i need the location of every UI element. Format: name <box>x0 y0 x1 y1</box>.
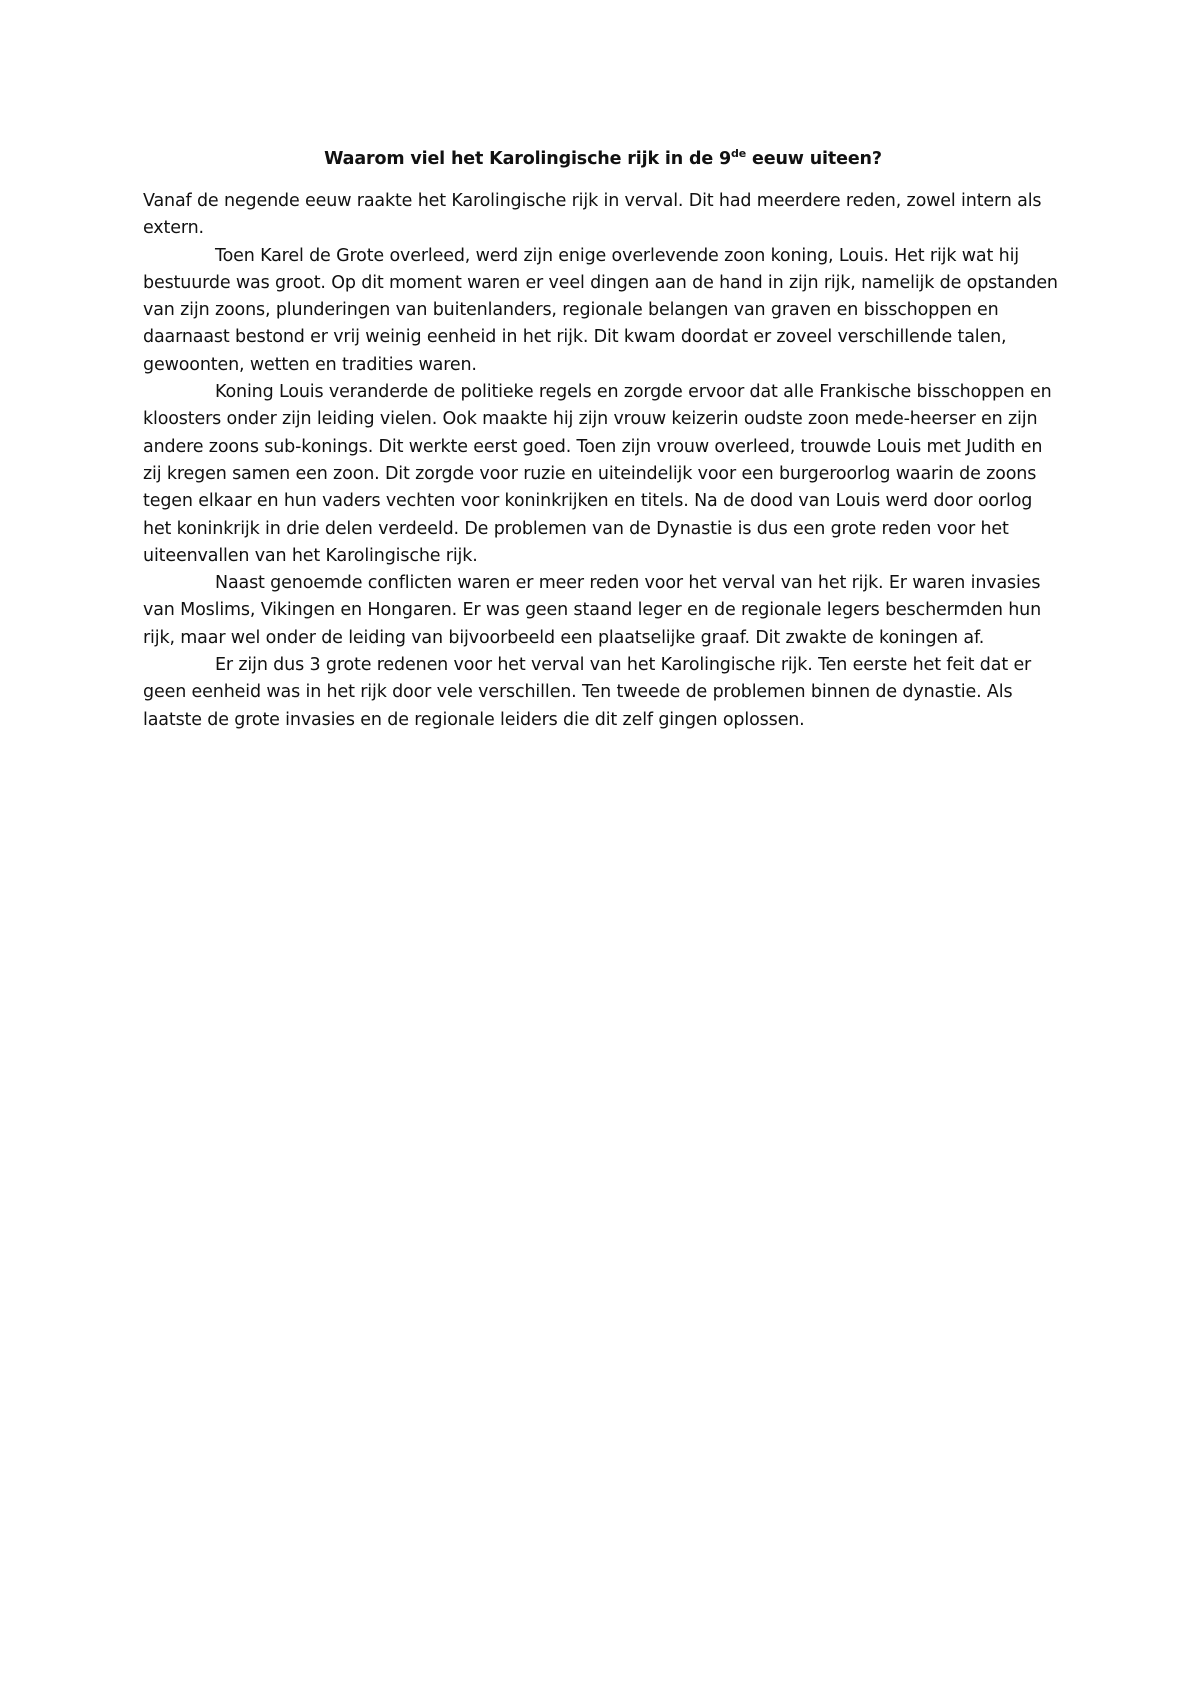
document-title <box>143 146 1063 173</box>
title-superscript: de <box>731 147 747 160</box>
paragraph-karel-louis: Toen Karel de Grote overleed, werd zijn enige overlevende zoon koning, Louis. Het rijk wat hij bestuurde was groot. Op dit moment waren er veel dingen aan de hand in zijn rijk, namelijk de opstanden van zijn zoons, plunderingen van buitenlanders, regionale belangen van graven en bisschoppen en daarnaast bestond er vrij weinig eenheid in het rijk. Dit kwam doordat er zoveel verschillende talen, gewoonten, wetten en tradities waren. <box>143 245 1058 375</box>
document-body <box>143 146 1063 734</box>
title-main-text: Waarom viel het Karolingische rijk in de 9 <box>324 149 732 169</box>
paragraph-invasies: Naast genoemde conflicten waren er meer reden voor het verval van het rijk. Er waren invasies van Moslims, Vikingen en Hongaren. Er was geen staand leger en de regionale legers beschermden hun rijk, maar wel onder de leiding van bijvoorbeeld een plaatselijke graaf. Dit zwakte de koningen af. <box>143 573 1042 648</box>
paragraph-conclusie: Er zijn dus 3 grote redenen voor het verval van het Karolingische rijk. Ten eerste het feit dat er geen eenheid was in het rijk door vele verschillen. Ten tweede de problemen binnen de dynastie. Als laatste de grote invasies en de regionale leiders die dit zelf gingen oplossen. <box>143 655 1032 730</box>
paragraph-koning-louis: Koning Louis veranderde de politieke regels en zorgde ervoor dat alle Frankische bisschoppen en kloosters onder zijn leiding vielen. Ook maakte hij zijn vrouw keizerin oudste zoon mede-heerser en zijn andere zoons sub-konings. Dit werkte eerst goed. Toen zijn vrouw overleed, trouwde Louis met Judith en zij kregen samen een zoon. Dit zorgde voor ruzie en uiteindelijk voor een burgeroorlog waarin de zoons tegen elkaar en hun vaders vechten voor koninkrijken en titels. Na de dood van Louis werd door oorlog het koninkrijk in drie delen verdeeld. De problemen van de Dynastie is dus een grote reden voor het uiteenvallen van het Karolingische rijk. <box>143 382 1052 566</box>
title-suffix-text: eeuw uiteen? <box>746 149 882 169</box>
paragraph-intro: Vanaf de negende eeuw raakte het Karolingische rijk in verval. Dit had meerdere reden, zowel intern als extern. <box>143 191 1042 239</box>
